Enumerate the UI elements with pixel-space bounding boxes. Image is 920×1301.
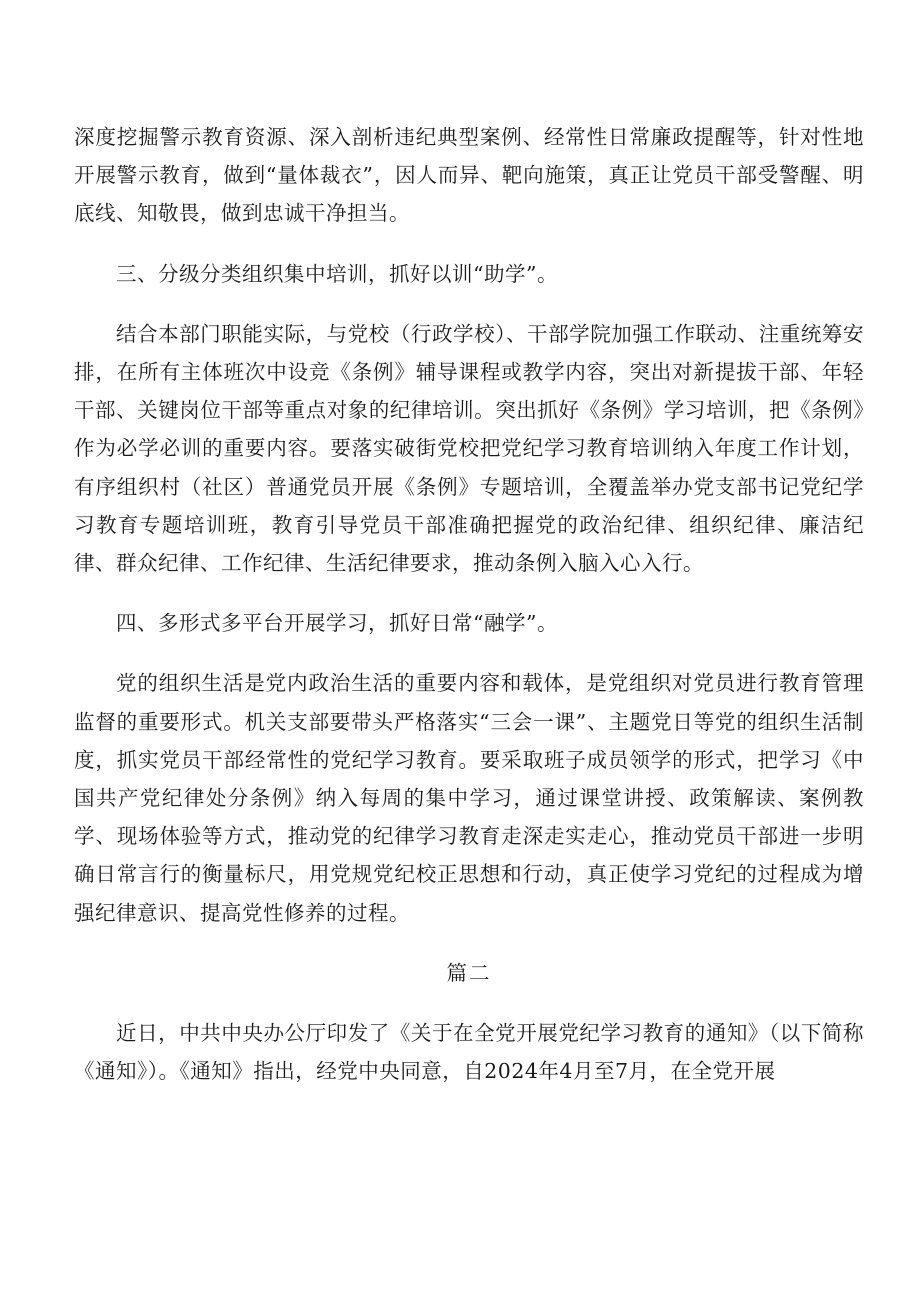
spacer [74,642,864,664]
spacer [74,582,864,604]
section-title: 篇二 [446,960,492,985]
paragraph-3: 党的组织生活是党内政治生活的重要内容和载体，是党组织对党员进行教育管理监督的重要形式。机关支部要带头严格落实“三会一课”、主题党日等党的组织生活制度，抓实党员干部经常性的党纪学习教育。要采取班子成员领学的形式，把学习《中国共产党纪律处分条例》纳入每周的集中学习，通过课堂讲授、政策解读、案例教学、现场体验等方式，推动党的纪律学习教育走深走实走心，推动党员干部进一步明确日常言行的衡量标尺，用党规党纪校正思想和行动，真正使学习党纪的过程成为增强纪律意识、提高党性修养的过程。 [74,671,864,925]
paragraph-2: 结合本部门职能实际，与党校（行政学校）、干部学院加强工作联动、注重统筹安排，在所有主体班次中设竞《条例》辅导课程或教学内容，突出对新提拔干部、年轻干部、关键岗位干部等重点对象的纪律培训。突出抓好《条例》学习培训，把《条例》作为必学必训的重要内容。要落实破街党校把党纪学习教育培训纳入年度工作计划，有序组织村（社区）普通党员开展《条例》专题培训，全覆盖举办党支部书记党纪学习教育专题培训班，教育引导党员干部准确把握党的政治纪律、组织纪律、廉洁纪律、群众纪律、工作纪律、生活纪律要求，推动条例入脑入心入行。 [74,321,864,576]
paragraph-4: 近日，中共中央办公厅印发了《关于在全党开展党纪学习教育的通知》（以下简称《通知》）。《通知》指出，经党中央同意，自2024年4月至7月，在全党开展 [74,1021,864,1084]
spacer [74,293,864,315]
paragraph-1: 深度挖掘警示教育资源、深入剖析违纪典型案例、经常性日常廉政提醒等，针对性地开展警示教育，做到“量体裁衣”，因人而异、靶向施策，真正让党员干部受警醒、明底线、知敬畏，做到忠诚干净担当。 [74,125,864,226]
spacer [74,992,864,1014]
spacer [74,932,864,954]
spacer [74,233,864,255]
section-heading-4: 四、多形式多平台开展学习，抓好日常“融学”。 [116,611,558,636]
document-body [74,118,864,1090]
section-heading-3: 三、分级分类组织集中培训，抓好以训“助学”。 [116,261,558,286]
